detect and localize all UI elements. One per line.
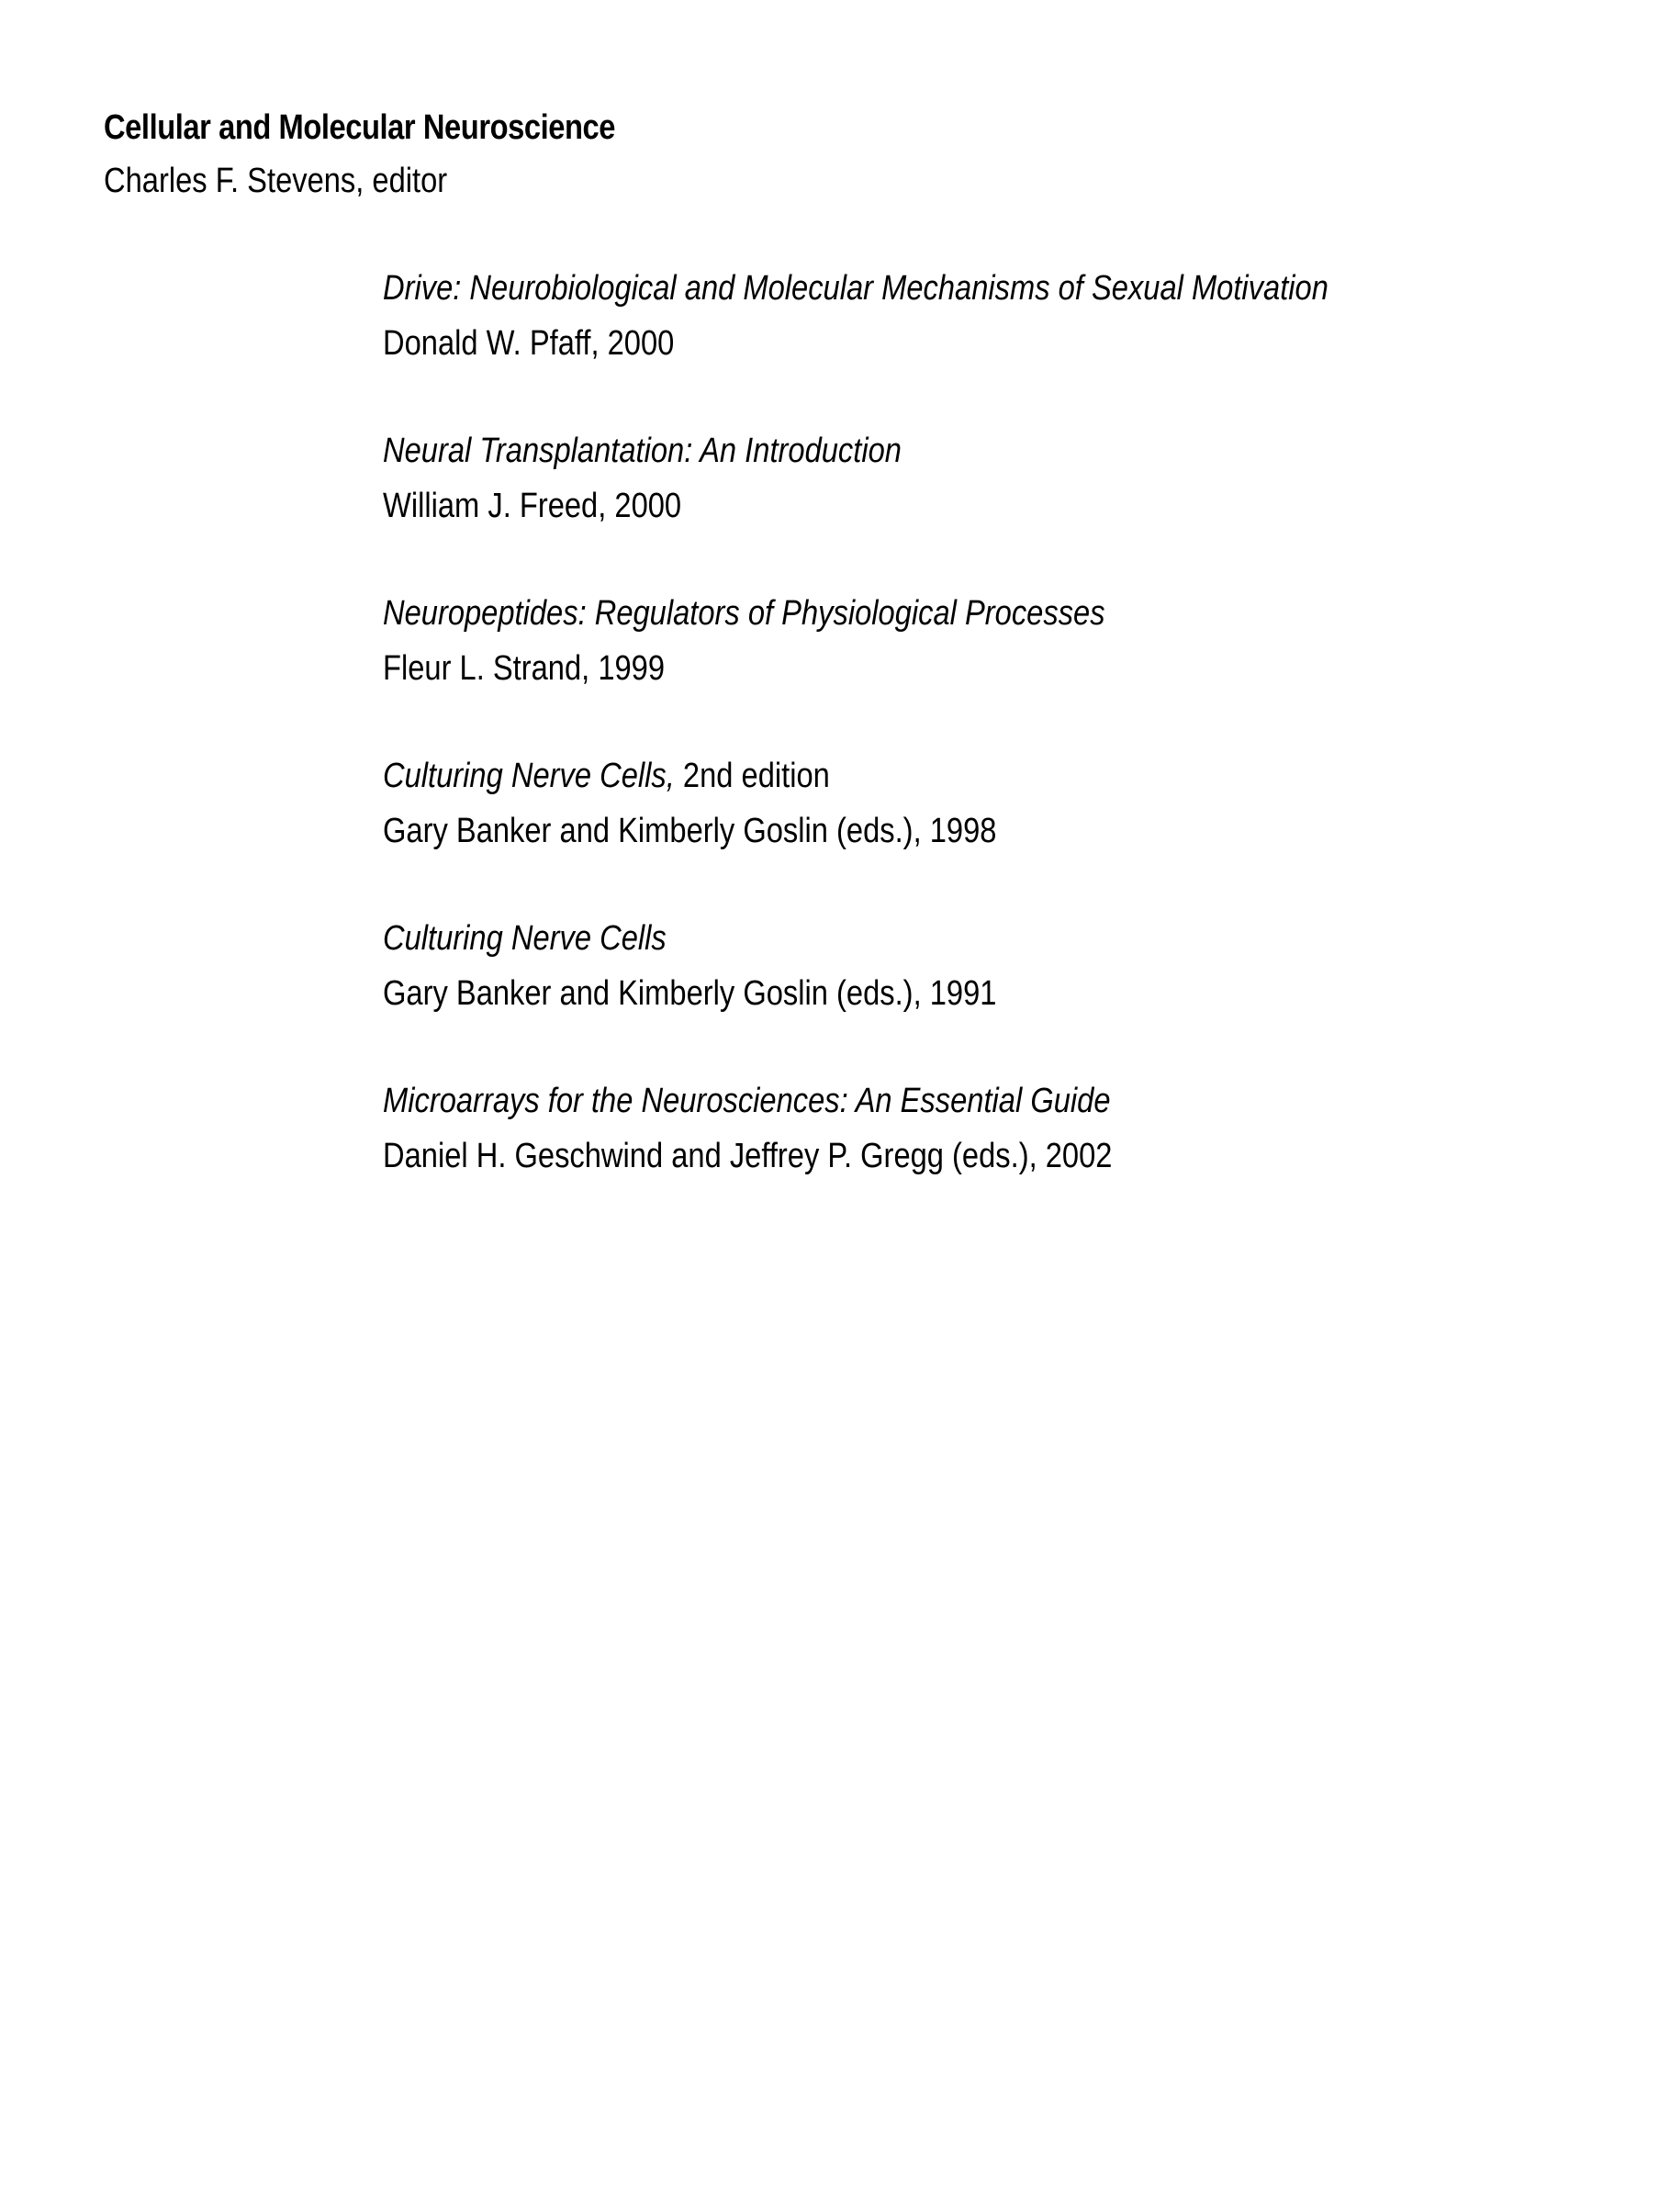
book-author-line: Gary Banker and Kimberly Goslin (eds.), 1991 (383, 974, 997, 1013)
book-title-line (383, 1073, 1328, 1128)
book-author-line: Daniel H. Geschwind and Jeffrey P. Gregg (eds.), 2002 (383, 1137, 1113, 1175)
series-editor: Charles F. Stevens, editor (104, 162, 448, 200)
book-title-line (383, 911, 1328, 966)
book-entry (383, 586, 1483, 748)
series-title: Cellular and Molecular Neuroscience (104, 108, 616, 147)
book-author-line: Gary Banker and Kimberly Goslin (eds.), 1998 (383, 812, 997, 850)
book-title: Neuropeptides: Regulators of Physiological Processes (383, 594, 1105, 633)
series-header (104, 101, 699, 208)
book-entry (383, 1073, 1483, 1236)
book-entry (383, 423, 1483, 586)
book-title: Culturing Nerve Cells, (383, 757, 675, 795)
book-title: Culturing Nerve Cells (383, 919, 667, 958)
book-title: Microarrays for the Neurosciences: An Essential Guide (383, 1082, 1111, 1120)
book-list (383, 261, 1483, 1236)
book-author-line: Fleur L. Strand, 1999 (383, 649, 666, 688)
book-title-line (383, 261, 1328, 316)
book-title: Drive: Neurobiological and Molecular Mechanisms of Sexual Motivation (383, 269, 1328, 308)
book-title-line (383, 748, 1328, 803)
book-title: Neural Transplantation: An Introduction (383, 432, 902, 470)
book-title-line (383, 586, 1328, 641)
book-entry (383, 261, 1483, 423)
book-title-line (383, 423, 1328, 478)
book-entry (383, 911, 1483, 1073)
book-entry (383, 748, 1483, 911)
book-author-line: William J. Freed, 2000 (383, 487, 682, 525)
book-edition: 2nd edition (674, 757, 830, 795)
book-author-line: Donald W. Pfaff, 2000 (383, 324, 675, 363)
